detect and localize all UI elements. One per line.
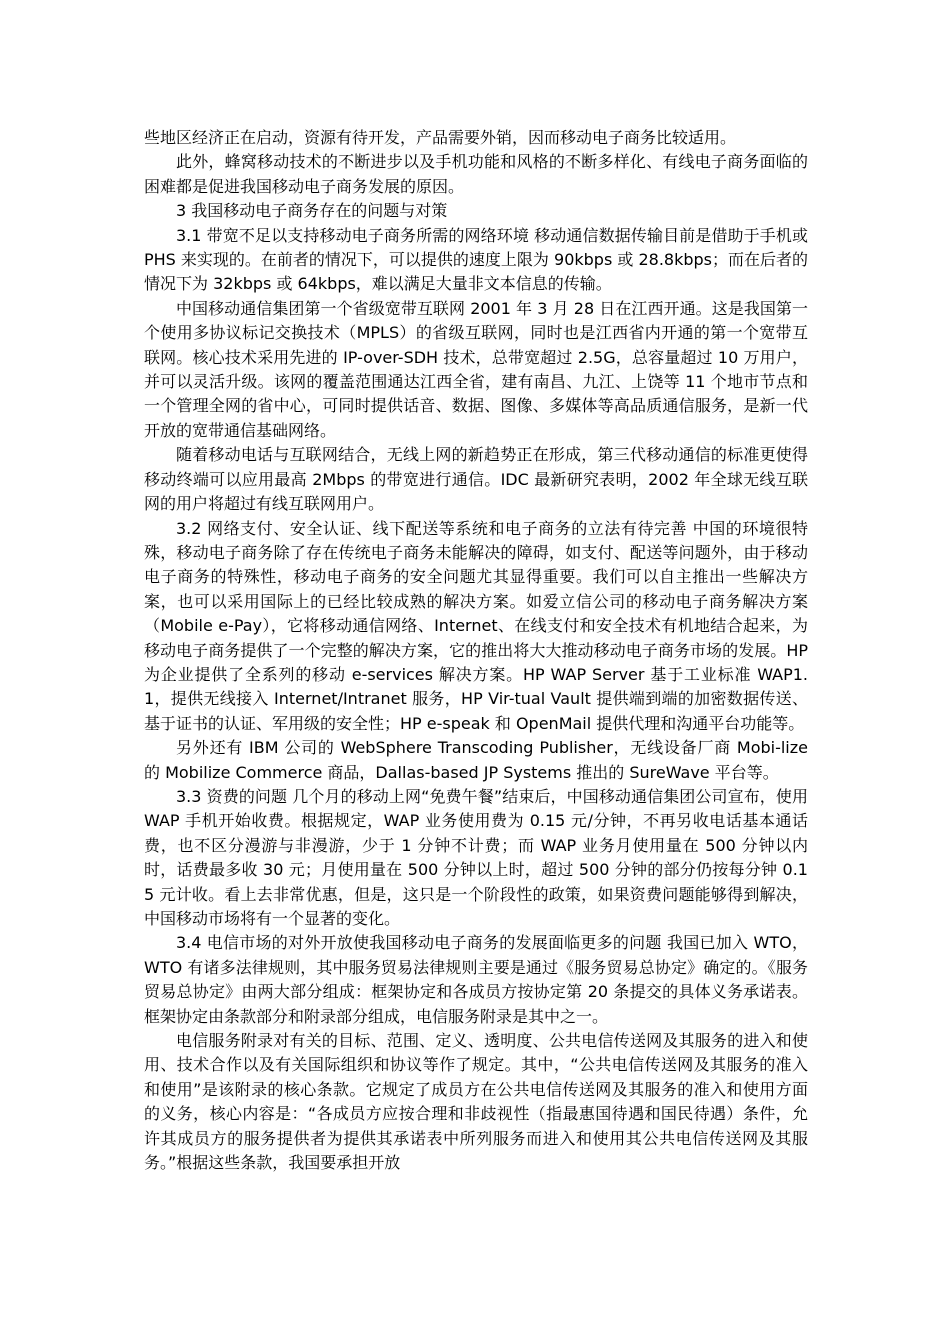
paragraph-3-1-bandwidth: 3.1 带宽不足以支持移动电子商务所需的网络环境 移动通信数据传输目前是借助于手机或 PHS 来实现的。在前者的情况下，可以提供的速度上限为 90kbps 或 28.8kbps；而在后者的情况下为 32kbps 或 64kbps，难以满足大量非文本信息的传输。 <box>144 225 808 294</box>
paragraph-jiangxi-broadband: 中国移动通信集团第一个省级宽带互联网 2001 年 3 月 28 日在江西开通。这是我国第一个使用多协议标记交换技术（MPLS）的省级互联网，同时也是江西省内开通的第一个宽带互联网。核心技术采用先进的 IP-over-SDH 技术，总带宽超过 2.5G，总容量超过 10 万用户，并可以灵活升级。该网的覆盖范围通达江西全省，建有南昌、九江、上饶等 11 个地市节点和一个管理全网的省中心，可同时提供话音、数据、图像、多媒体等高品质通信服务，是新一代开放的宽带通信基础网络。 <box>144 298 808 440</box>
paragraph-telecom-annex: 电信服务附录对有关的目标、范围、定义、透明度、公共电信传送网及其服务的进入和使用、技术合作以及有关国际组织和协议等作了规定。其中，“公共电信传送网及其服务的准入和使用”是该附录的核心条款。它规定了成员方在公共电信传送网及其服务的准入和使用方面的义务，核心内容是：“各成员方应按合理和非歧视性（指最惠国待遇和国民待遇）条件，允许其成员方的服务提供者为提供其承诺表中所列服务而进入和使用其公共电信传送网及其服务。”根据这些条款，我国要承担开放 <box>144 1031 808 1173</box>
section-heading-3: 3 我国移动电子商务存在的问题与对策 <box>176 201 448 221</box>
paragraph-3g-trend: 随着移动电话与互联网结合，无线上网的新趋势正在形成，第三代移动通信的标准更使得移动终端可以应用最高 2Mbps 的带宽进行通信。IDC 最新研究表明，2002 年全球无线互联网的用户将超过有线互联网用户。 <box>144 445 808 514</box>
paragraph-3-3-tariff: 3.3 资费的问题 几个月的移动上网“免费午餐”结束后，中国移动通信集团公司宣布，使用 WAP 手机开始收费。根据规定，WAP 业务使用费为 0.15 元/分钟，不再另收电话基本通话费，也不区分漫游与非漫游，少于 1 分钟不计费；而 WAP 业务月使用量在 500 分钟以内时，话费最多收 30 元；月使用量在 500 分钟以上时，超过 500 分钟的部分仍按每分钟 0.15 元计收。看上去非常优惠，但是，这只是一个阶段性的政策，如果资费问题能够得到解决，中国移动市场将有一个显著的变化。 <box>144 786 808 928</box>
document-body <box>144 126 808 1175</box>
paragraph-continuation: 些地区经济正在启动，资源有待开发，产品需要外销，因而移动电子商务比较适用。 <box>144 128 737 147</box>
paragraph-other-vendors: 另外还有 IBM 公司的 WebSphere Transcoding Publisher，无线设备厂商 Mobi-lize 的 Mobilize Commerce 商品，Dallas-based JP Systems 推出的 SureWave 平台等。 <box>144 738 808 782</box>
paragraph-3-4-wto: 3.4 电信市场的对外开放使我国移动电子商务的发展面临更多的问题 我国已加入 WTO，WTO 有诸多法律规则，其中服务贸易法律规则主要是通过《服务贸易总协定》确定的。《服务贸易总协定》由两大部分组成：框架协定和各成员方按协定第 20 条提交的具体义务承诺表。框架协定由条款部分和附录部分组成，电信服务附录是其中之一。 <box>144 933 808 1026</box>
paragraph-3-2-payment-security: 3.2 网络支付、安全认证、线下配送等系统和电子商务的立法有待完善 中国的环境很特殊，移动电子商务除了存在传统电子商务未能解决的障碍，如支付、配送等问题外，由于移动电子商务的特殊性，移动电子商务的安全问题尤其显得重要。我们可以自主推出一些解决方案，也可以采用国际上的已经比较成熟的解决方案。如爱立信公司的移动电子商务解决方案（Mobile e-Pay），它将移动通信网络、Internet、在线支付和安全技术有机地结合起来，为移动电子商务提供了一个完整的解决方案，它的推出将大大推动移动电子商务市场的发展。HP 为企业提供了全系列的移动 e-services 解决方案。HP WAP Server 基于工业标准 WAP1.1，提供无线接入 Internet/Intranet 服务，HP Vir-tual Vault 提供端到端的加密数据传送、基于证书的认证、军用级的安全性；HP e-speak 和 OpenMail 提供代理和沟通平台功能等。 <box>144 518 808 733</box>
paragraph-causes: 此外，蜂窝移动技术的不断进步以及手机功能和风格的不断多样化、有线电子商务面临的困难都是促进我国移动电子商务发展的原因。 <box>144 152 808 196</box>
